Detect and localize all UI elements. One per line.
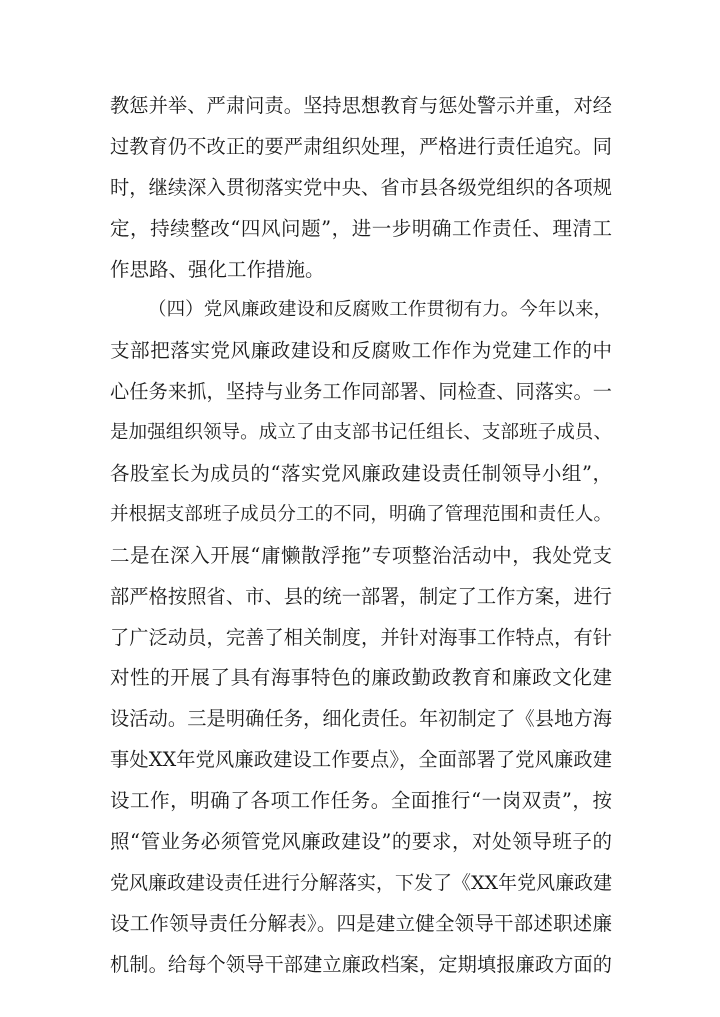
text-line: 作思路、强化工作措施。 [110,257,325,281]
text-line: 过教育仍不改正的要严肃组织处理，严格进行责任追究。同 [110,134,612,158]
text-line: 机制。给每个领导干部建立廉政档案，定期填报廉政方面的 [110,952,612,976]
text-line: 设工作，明确了各项工作任务。全面推行“一岗双责”，按 [110,789,612,813]
section-heading-line: （四）党风廉政建设和反腐败工作贯彻有力。今年以来， [148,299,612,321]
body-text [110,86,612,986]
text-line: 时，继续深入贯彻落实党中央、省市县各级党组织的各项规 [110,175,612,199]
text-line: 事处XX年党风廉政建设工作要点》，全面部署了党风廉政建 [110,748,612,772]
text-line: 是加强组织领导。成立了由支部书记任组长、支部班子成员、 [110,422,612,444]
text-line: 对性的开展了具有海事特色的廉政勤政教育和廉政文化建 [110,666,612,690]
text-line: 二是在深入开展“庸懒散浮拖”专项整治活动中，我处党支 [110,543,612,567]
text-line: 并根据支部班子成员分工的不同，明确了管理范围和责任人。 [110,503,612,525]
text-line: 了广泛动员，完善了相关制度，并针对海事工作特点，有针 [110,625,612,649]
text-line: 各股室长为成员的“落实党风廉政建设责任制领导小组”， [110,462,612,486]
text-line: 心任务来抓，坚持与业务工作同部署、同检查、同落实。一 [110,380,612,404]
text-line: 教惩并举、严肃问责。坚持思想教育与惩处警示并重，对经 [110,94,612,117]
text-line: 定，持续整改“四风问题”，进一步明确工作责任、理清工 [110,216,612,240]
text-line: 支部把落实党风廉政建设和反腐败工作作为党建工作的中 [110,339,612,363]
text-line: 部严格按照省、市、县的统一部署，制定了工作方案，进行 [110,584,612,608]
text-line: 设工作领导责任分解表》。四是建立健全领导干部述职述廉 [110,911,612,935]
text-line: 照“管业务必须管党风廉政建设”的要求，对处领导班子的 [110,830,612,854]
text-line: 党风廉政建设责任进行分解落实，下发了《XX年党风廉政建 [110,871,612,894]
text-line: 设活动。三是明确任务，细化责任。年初制定了《县地方海 [110,707,612,731]
